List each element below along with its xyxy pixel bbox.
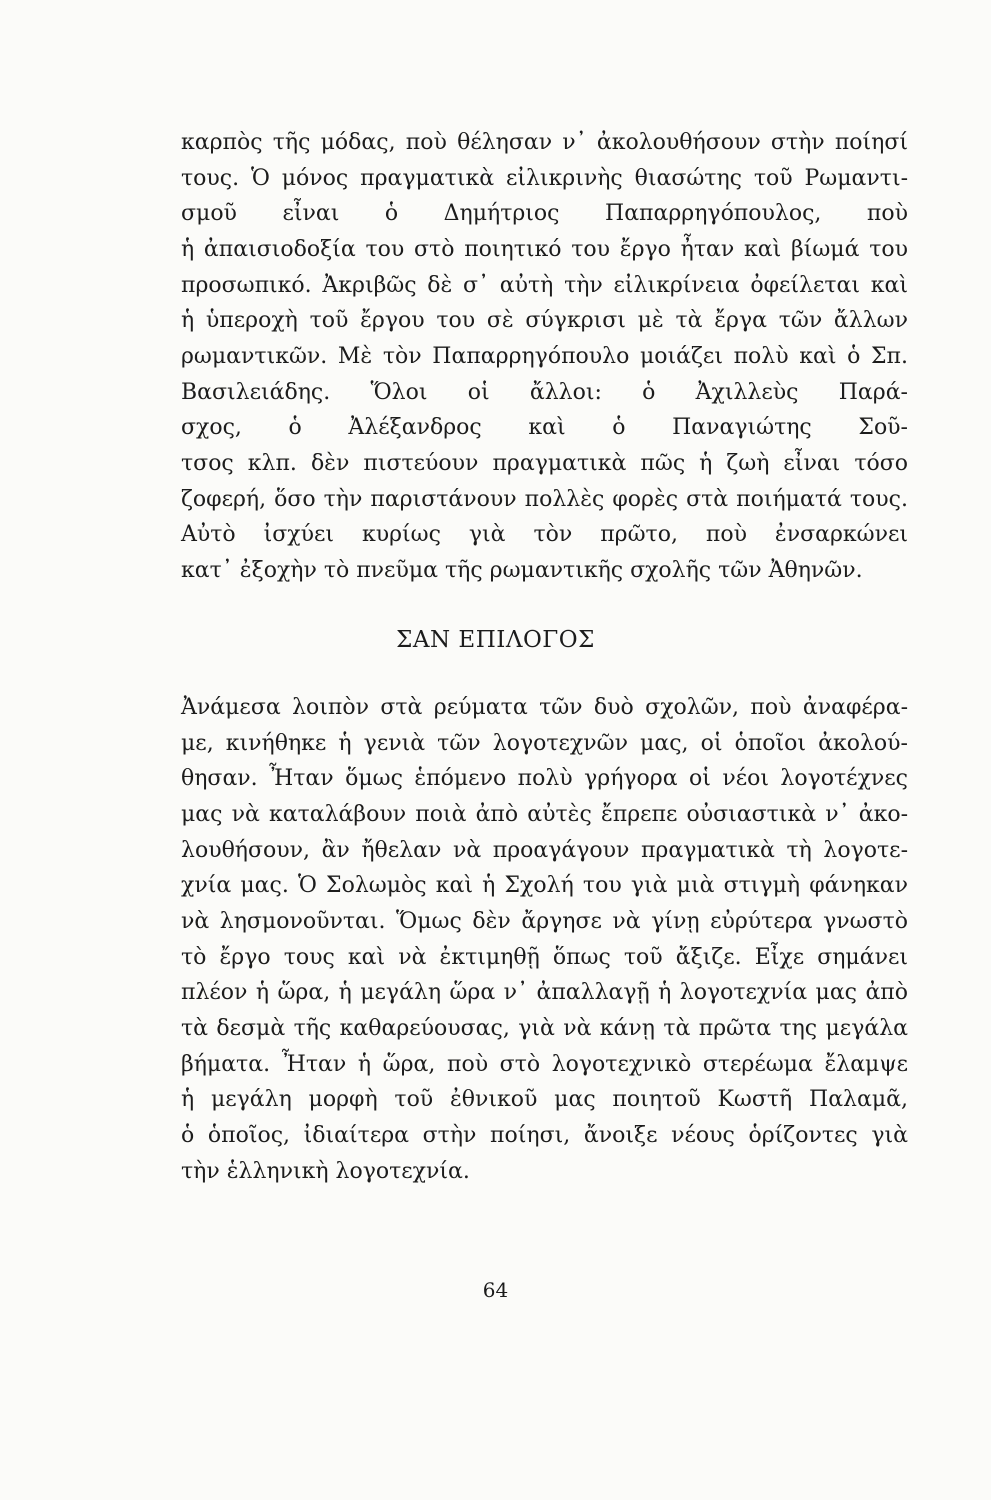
text-line: τους. Ὁ μόνος πραγματικὰ εἰλικρινὴς θιασώτης τοῦ Ρωμαντι- bbox=[181, 166, 908, 191]
text-line: νὰ λησμονοῦνται. Ὅμως δὲν ἄργησε νὰ γίνῃ εὐρύτερα γνωστὸ bbox=[181, 909, 908, 934]
text-line: Ἀνάμεσα λοιπὸν στὰ ρεύματα τῶν δυὸ σχολῶν, ποὺ ἀναφέρα- bbox=[181, 695, 908, 720]
text-line: Αὐτὸ ἰσχύει κυρίως γιὰ τὸν πρῶτο, ποὺ ἐνσαρκώνει bbox=[181, 522, 908, 547]
text-line: τὸ ἔργο τους καὶ νὰ ἐκτιμηθῇ ὅπως τοῦ ἄξιζε. Εἶχε σημάνει bbox=[181, 945, 908, 970]
text-line: πλέον ἡ ὥρα, ἡ μεγάλη ὥρα ν᾽ ἀπαλλαγῇ ἡ λογοτεχνία μας ἀπὸ bbox=[181, 980, 908, 1005]
text-line: τὴν ἑλληνικὴ λογοτεχνία. bbox=[181, 1159, 470, 1184]
text-line: σμοῦ εἶναι ὁ Δημήτριος Παπαρρηγόπουλος, ποὺ bbox=[181, 201, 908, 226]
text-line: χνία μας. Ὁ Σολωμὸς καὶ ἡ Σχολή του γιὰ μιὰ στιγμὴ φάνηκαν bbox=[181, 873, 908, 898]
text-line: ἡ ὑπεροχὴ τοῦ ἔργου του σὲ σύγκρισι μὲ τὰ ἔργα τῶν ἄλλων bbox=[181, 308, 908, 333]
page-number: 64 bbox=[482, 1278, 509, 1302]
text-line: με, κινήθηκε ἡ γενιὰ τῶν λογοτεχνῶν μας, οἱ ὁποῖοι ἀκολού- bbox=[181, 731, 908, 756]
text-line: ὁ ὁποῖος, ἰδιαίτερα στὴν ποίησι, ἄνοιξε νέους ὁρίζοντες γιὰ bbox=[181, 1123, 908, 1148]
text-line: μας νὰ καταλάβουν ποιὰ ἀπὸ αὐτὲς ἔπρεπε οὐσιαστικὰ ν᾽ ἀκο- bbox=[181, 802, 908, 827]
text-line: προσωπικό. Ἀκριβῶς δὲ σ᾽ αὐτὴ τὴν εἰλικρίνεια ὀφείλεται καὶ bbox=[181, 273, 908, 298]
text-line: κατ᾽ ἐξοχὴν τὸ πνεῦμα τῆς ρωμαντικῆς σχολῆς τῶν Ἀθηνῶν. bbox=[181, 558, 863, 583]
text-line: ἡ μεγάλη μορφὴ τοῦ ἐθνικοῦ μας ποιητοῦ Κωστῆ Παλαμᾶ, bbox=[181, 1087, 908, 1112]
text-line: λουθήσουν, ἂν ἤθελαν νὰ προαγάγουν πραγματικὰ τὴ λογοτε- bbox=[181, 838, 908, 863]
text-line: ἡ ἀπαισιοδοξία του στὸ ποιητικό του ἔργο ἦταν καὶ βίωμά του bbox=[181, 237, 908, 262]
text-line: θησαν. Ἦταν ὅμως ἑπόμενο πολὺ γρήγορα οἱ νέοι λογοτέχνες bbox=[181, 766, 908, 791]
text-line: τὰ δεσμὰ τῆς καθαρεύουσας, γιὰ νὰ κάνῃ τὰ πρῶτα της μεγάλα bbox=[181, 1016, 908, 1041]
text-line: ρωμαντικῶν. Μὲ τὸν Παπαρρηγόπουλο μοιάζει πολὺ καὶ ὁ Σπ. bbox=[181, 344, 908, 369]
text-line: καρπὸς τῆς μόδας, ποὺ θέλησαν ν᾽ ἀκολουθήσουν στὴν ποίησί bbox=[181, 130, 908, 155]
text-line: σχος, ὁ Ἀλέξανδρος καὶ ὁ Παναγιώτης Σοῦ- bbox=[181, 415, 908, 440]
text-line: τσος κλπ. δὲν πιστεύουν πραγματικὰ πῶς ἡ ζωὴ εἶναι τόσο bbox=[181, 451, 908, 476]
text-line: Βασιλειάδης. Ὅλοι οἱ ἄλλοι: ὁ Ἀχιλλεὺς Παρά- bbox=[181, 380, 908, 405]
section-heading: ΣΑΝ ΕΠΙΛΟΓΟΣ bbox=[396, 627, 595, 653]
text-line: βήματα. Ἦταν ἡ ὥρα, ποὺ στὸ λογοτεχνικὸ στερέωμα ἔλαμψε bbox=[181, 1052, 908, 1077]
text-line: ζοφερή, ὅσο τὴν παριστάνουν πολλὲς φορὲς στὰ ποιήματά τους. bbox=[181, 487, 908, 512]
